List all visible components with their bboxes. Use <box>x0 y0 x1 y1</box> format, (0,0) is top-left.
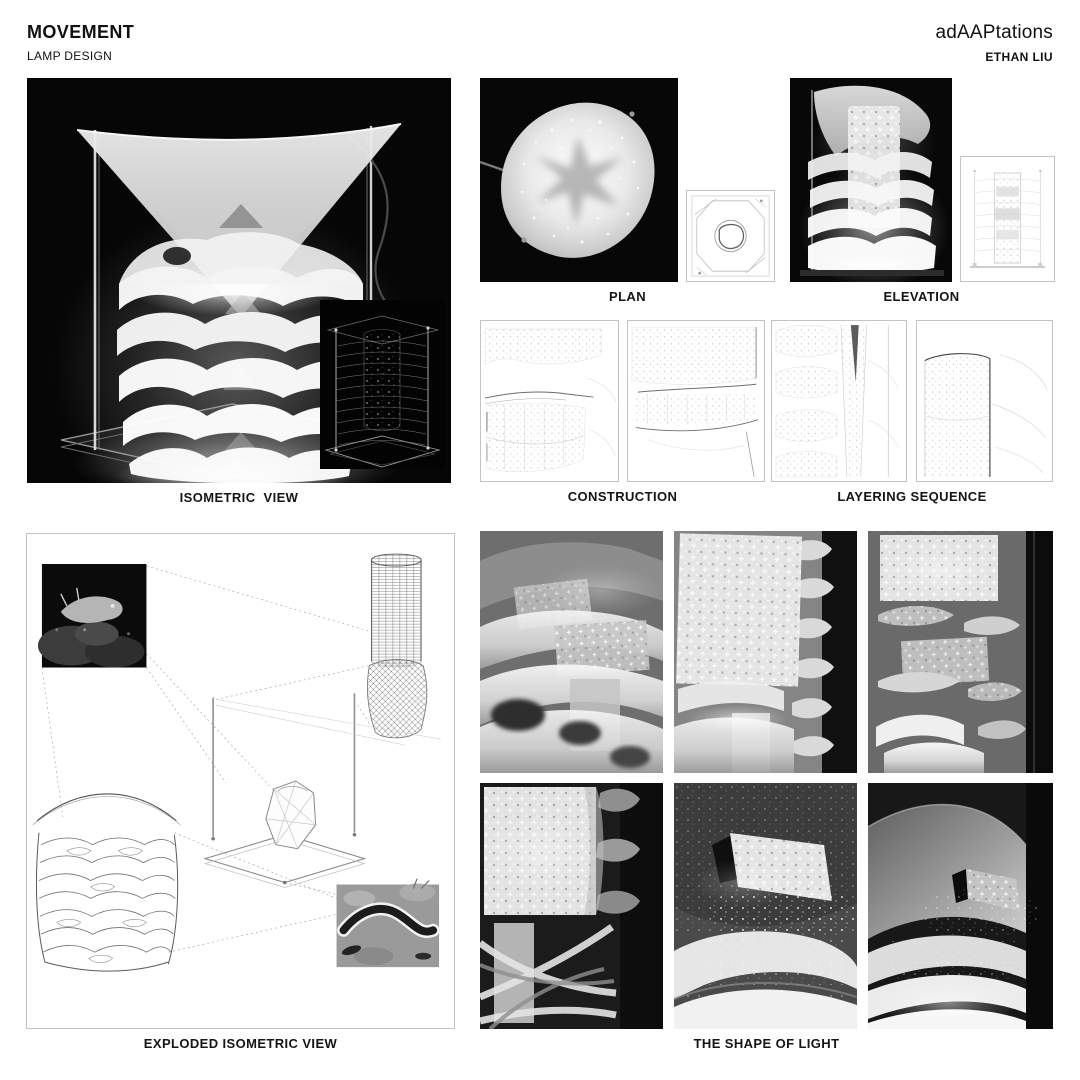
isometric-caption: ISOMETRIC VIEW <box>179 490 299 505</box>
exploded-caption: EXPLODED ISOMETRIC VIEW <box>143 1036 338 1051</box>
shape-of-light-photo-5 <box>674 783 857 1029</box>
plan-drawing <box>686 190 775 282</box>
shape-of-light-photo-3 <box>868 531 1053 773</box>
elevation-drawing-art <box>961 157 1054 281</box>
exploded-drawing-art <box>27 534 454 1028</box>
plan-caption: PLAN <box>609 289 646 304</box>
construction-panel-1-art <box>481 321 618 481</box>
shape-of-light-photo-4 <box>480 783 663 1029</box>
page-title: MOVEMENT <box>27 22 135 42</box>
elevation-photo-art <box>790 78 952 282</box>
shape-of-light-photo-3-art <box>868 531 1053 773</box>
layering-caption: LAYERING SEQUENCE <box>837 489 987 504</box>
construction-panel-2 <box>627 320 765 482</box>
plan-photo <box>480 78 678 282</box>
plan-drawing-art <box>687 191 774 281</box>
shape-of-light-photo-2 <box>674 531 857 773</box>
shape-of-light-caption: THE SHAPE OF LIGHT <box>693 1036 840 1051</box>
shape-of-light-photo-5-art <box>674 783 857 1029</box>
isometric-photo <box>27 78 451 483</box>
elevation-drawing <box>960 156 1055 282</box>
shape-of-light-photo-4-art <box>480 783 663 1029</box>
shape-of-light-photo-2-art <box>674 531 857 773</box>
shape-of-light-photo-6 <box>868 783 1053 1029</box>
construction-panel-1 <box>480 320 619 482</box>
layering-panel-2-art <box>917 321 1052 481</box>
brand-name: adAAPtations <box>935 22 1053 43</box>
exploded-panel <box>26 533 455 1029</box>
isometric-wireframe-art <box>320 300 445 469</box>
layering-panel-1-art <box>772 321 906 481</box>
plan-photo-art <box>480 78 678 282</box>
elevation-caption: ELEVATION <box>883 289 960 304</box>
construction-caption: CONSTRUCTION <box>567 489 678 504</box>
author-name: ETHAN LIU <box>985 50 1053 64</box>
shape-of-light-photo-1-art <box>480 531 663 773</box>
page-subtitle: LAMP DESIGN <box>27 49 113 63</box>
layering-panel-1 <box>771 320 907 482</box>
construction-panel-2-art <box>628 321 764 481</box>
isometric-wireframe-inset <box>320 300 445 469</box>
shape-of-light-photo-6-art <box>868 783 1053 1029</box>
elevation-photo <box>790 78 952 282</box>
layering-panel-2 <box>916 320 1053 482</box>
shape-of-light-photo-1 <box>480 531 663 773</box>
